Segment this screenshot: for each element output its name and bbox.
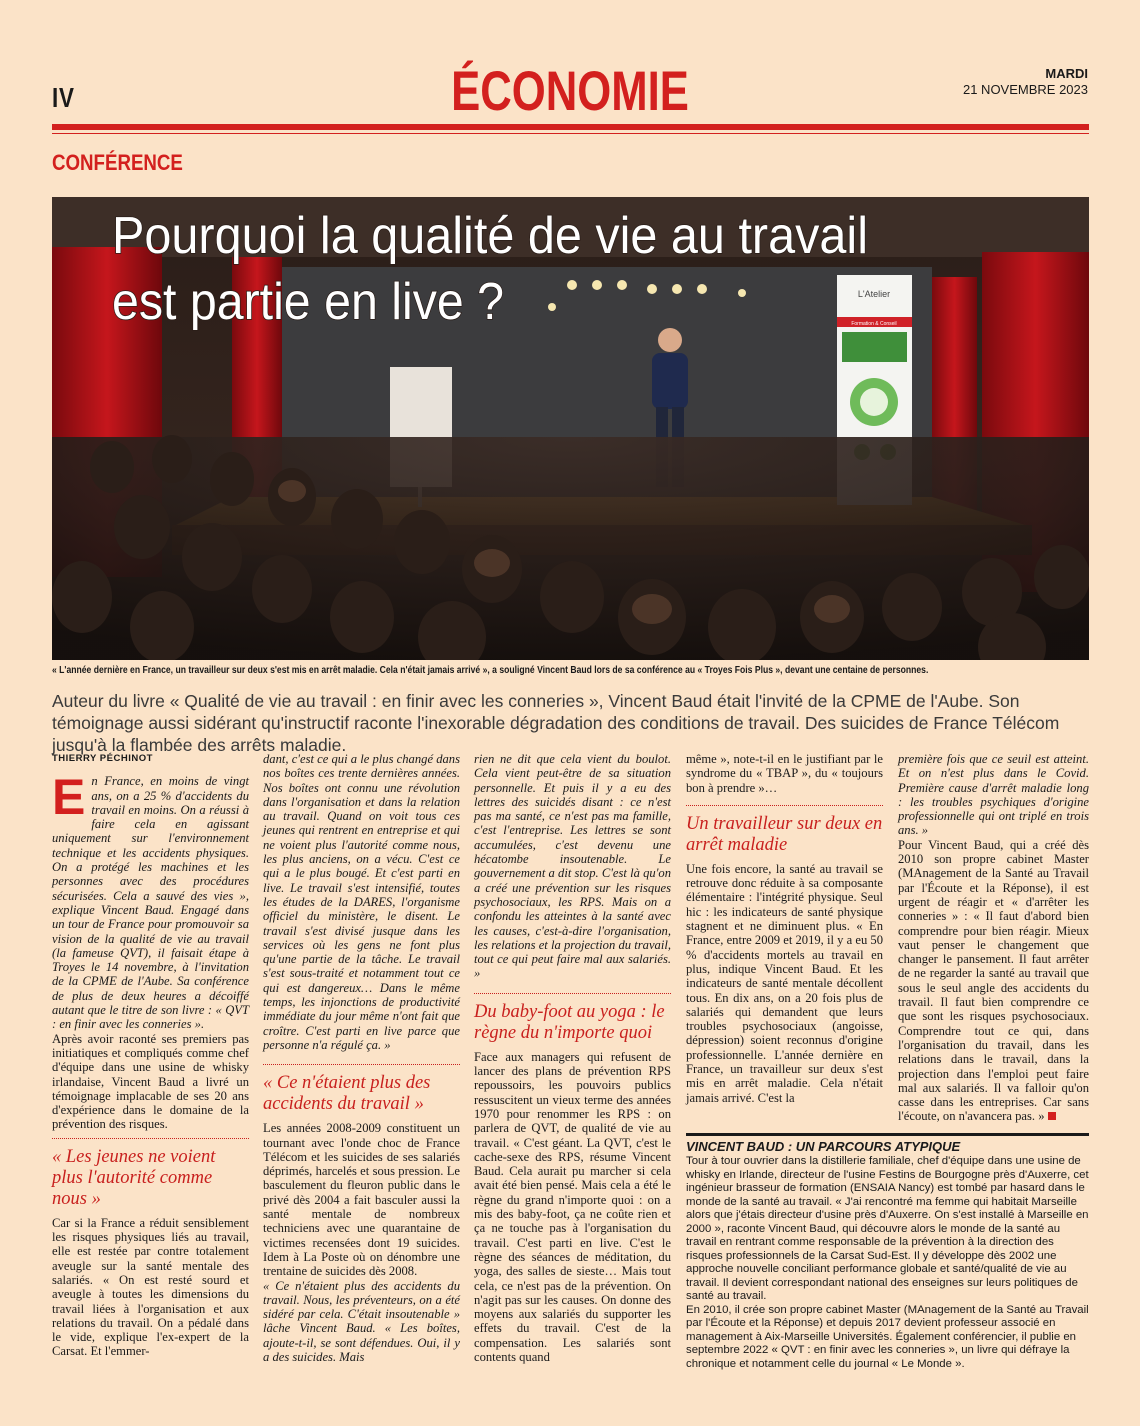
intertitle-2: « Ce n'étaient plus des accidents du travail » bbox=[263, 1064, 460, 1115]
col1-paragraph-1: n France, en moins de vingt ans, on a 25 % d'accidents du travail en moins. On a réussi à faire cela en agissant uniquement sur l'environnement technique et les accidents physiques. On a protégé les machines et les personnes avec des procédures sécurisées. Cela a sauvé des vies », explique Vincent Baud. Engagé dans un tour de France pour promouvoir sa vision de la qualité de vie au travail (la fameuse QVT), il faisait étape à Troyes le 14 novembre, à l'invitation de la CPME de l'Aube. Sa conférence de plus de deux heures a décoiffé autant que le titre de son livre : « QVT : en finir avec les conneries ». bbox=[52, 774, 249, 1032]
col1-paragraph-2: Après avoir raconté ses premiers pas initiatiques et compliqués comme chef d'équipe dans une usine de whisky irlandaise, Vincent Baud a livré un témoignage implacable de ses 20 ans d'expérience dans le domaine de la prévention des risques. bbox=[52, 1031, 249, 1132]
article-column-1 bbox=[52, 752, 249, 1359]
conference-scene-image bbox=[52, 197, 1089, 660]
col2-paragraph-1: dant, c'est ce qui a le plus changé dans nos boîtes ces trente dernières années. Nos boîtes ont connu une révolution dans l'organisation et dans la relation au travail. Quand on voit tous ces jeunes qui rentrent en entreprise et qui ne voient plus l'autorité comme nous, les plus anciens, on a vécu. C'est ce qui a le plus bougé. Et c'est parti en live. Le travail s'est intensifié, toutes les études de la DARES, l'organisme officiel du ministère, le disent. Le travail s'est divisé jusque dans les services où les gens ne font plus qu'une partie de la tâche. Le travail s'est sous-traité et notamment tout ce qui est dangereux… Dans le même temps, les injonctions de productivité immédiate du jour même n'ont fait que croître. C'est parti en live parce que personne n'a régulé ça. » bbox=[263, 752, 460, 1052]
col2-paragraph-3: « Ce n'étaient plus des accidents du travail. Nous, les préventeurs, on a été sidéré par cela. C'était insoutenable » lâche Vincent Baud. « Les boîtes, ajoute-t-il, se sont défendues. Oui, il y a des suicides. Mais bbox=[263, 1278, 460, 1364]
svg-text:Formation & Conseil: Formation & Conseil bbox=[851, 321, 897, 327]
issue-date bbox=[963, 66, 1088, 98]
byline: THIERRY PÉCHINOT bbox=[52, 753, 153, 764]
header-rule bbox=[52, 124, 1089, 130]
page-number: IV bbox=[52, 82, 75, 113]
col3-paragraph-1: rien ne dit que cela vient du boulot. Cela vient peut-être de sa situation personnelle. Et puis il y a eu des lettres des suicidés disant : ce n'est pas ma santé, ce n'est pas ma famille, c'est l'entreprise. Les lettres se sont accumulées, c'est devenu une hécatombe insoutenable. Le gouvernement a dit stop. C'est là qu'on a créé une prévention sur les risques psychosociaux, les RPS. Mais on a confondu les atteintes à la santé avec les causes, c'est-à-dire l'organisation, les relations et la projection du travail, tout ce qui peut faire mal aux salariés. » bbox=[474, 752, 671, 981]
biography-paragraph-1: Tour à tour ouvrier dans la distillerie familiale, chef d'équipe dans une usine de whisky en Irlande, directeur de l'usine Festins de Bourgogne près d'Auxerre, cet ingénieur brasseur de formation (ENSAIA Nancy) est tombé par hasard dans le monde de la santé au travail. « J'ai rencontré ma femme qui habitait Marseille alors que j'étais directeur d'usine près d'Auxerre. On s'est installé à Marseille en 2000 », raconte Vincent Baud, qui découvre alors le monde de la santé au travail en rentrant comme responsable de la prévention à la direction des risques professionnels de la Carsat Sud-Est. Il y développe dès 2002 une approche nouvelle conciliant performance globale et santé/qualité de vie au travail. Il devient correspondant national des enseignes sur leurs politiques de santé au travail. bbox=[686, 1155, 1089, 1302]
intertitle-3: Du baby-foot au yoga : le règne du n'importe quoi bbox=[474, 993, 671, 1044]
col4-paragraph-1: même », note-t-il en le justifiant par le syndrome du « TBAP », du « toujours bon à prendre »… bbox=[686, 752, 883, 795]
col5-paragraph-1: première fois que ce seuil est atteint. Et on n'est plus dans le Covid. Première cause d'arrêt maladie long : les troubles psychiques d'origine professionnelle qui ont triplé en trois ans. » bbox=[898, 752, 1089, 838]
article-column-2 bbox=[263, 752, 460, 1364]
biography-paragraph-2: En 2010, il crée son propre cabinet Master (MAnagement de la Santé au Travail par l'Écoute et la Réponse) et depuis 2017 devient professeur associé en management à Aix-Marseille Universités. Également conférencier, il publie en septembre 2022 « QVT : en finir avec les conneries », un livre qui défraye la chronique et notamment celle du journal « Le Monde ». bbox=[686, 1303, 1089, 1370]
conference-photo bbox=[52, 197, 1089, 660]
col1-paragraph-3: Car si la France a réduit sensiblement les risques physiques liés au travail, elle est restée par contre totalement aveugle sur la santé mentale des salariés. « On est resté sourd et aveugle à toutes les dimensions du travail liées à l'organisation et aux relations du travail. On a pédalé dans le vide, explique l'ex-expert de la Carsat. Et l'emmer- bbox=[52, 1215, 249, 1359]
article-column-5 bbox=[898, 752, 1089, 1124]
biography-box bbox=[686, 1133, 1089, 1371]
end-of-article-mark bbox=[1048, 1112, 1056, 1120]
headline-line-1: Pourquoi la qualité de vie au travail bbox=[112, 207, 868, 265]
svg-text:L'Atelier: L'Atelier bbox=[857, 289, 891, 299]
article-column-3 bbox=[474, 752, 671, 1364]
issue-date-text: 21 NOVEMBRE 2023 bbox=[962, 82, 1088, 97]
photo-caption: « L'année dernière en France, un travailleur sur deux s'est mis en arrêt maladie. Cela n'était jamais arrivé », a souligné Vincent Baud lors de sa conférence au « Troyes Fois Plus », devant une centaine de personnes. bbox=[52, 665, 929, 676]
col5-paragraph-2: Pour Vincent Baud, qui a créé dès 2010 son propre cabinet Master (MAnagement de la Santé au Travail par l'Écoute et la Réponse), il est urgent de réagir et « d'arrêter les conneries » : « Il faut d'abord bien comprendre pour bien réagir. Mieux vaut penser le changement que changer le pansement. Il faut arrêter de ne regarder la santé au travail que sous le seul angle des accidents du travail. Il faut bien comprendre ce que sont les risques psychosociaux. Comprendre tout ce qui, dans l'organisation du travail, dans les relations dans le travail, dans la projection dans l'emploi peut faire mal aux salariés. Il va falloir qu'on casse dans les entreprises. Car sans l'écoute, on n'avancera pas. » bbox=[898, 837, 1089, 1124]
header-rule-thin bbox=[52, 133, 1089, 134]
col4-paragraph-2: Une fois encore, la santé au travail se retrouve donc réduite à sa composante élémentaire : l'intégrité physique. Seul hic : les indicateurs de santé physique stagnent et ne diminuent plus. « En France, entre 2009 et 2019, il y a eu 50 % d'accidents mortels au travail en plus, indique Vincent Baud. Et les indicateurs de santé mentale décollent tous. En dix ans, on a 20 fois plus de salariés qui demandent que leurs troubles psychosociaux (angoisse, dépression) soient reconnus d'origine professionnelle. L'année dernière en France, un travailleur sur deux s'est mis en arrêt maladie. Cela n'était jamais arrivé. C'est la bbox=[686, 861, 883, 1105]
article-lead: Auteur du livre « Qualité de vie au travail : en finir avec les conneries », Vincent Baud était l'invité de la CPME de l'Aube. Son témoignage aussi sidérant qu'instructif raconte l'inexorable dégradation des conditions de travail. Des suicides de France Télécom jusqu'à la flambée des arrêts maladie. bbox=[52, 691, 1060, 755]
intertitle-1: « Les jeunes ne voient plus l'autorité comme nous » bbox=[52, 1138, 249, 1210]
issue-day: MARDI bbox=[1045, 66, 1088, 81]
dropcap: E bbox=[52, 769, 86, 826]
section-title: ÉCONOMIE bbox=[451, 59, 689, 122]
col2-paragraph-2: Les années 2008-2009 constituent un tournant avec l'onde choc de France Télécom et les suicides de ses salariés déprimés, harcelés et sous pression. Le basculement du fleuron public dans le privé dès 2004 a fait basculer aussi la santé mentale de nombreux techniciens avec une quarantaine de victimes recensées dont 19 suicides. Idem à La Poste où on dénombre une trentaine de suicides dès 2008. bbox=[263, 1121, 460, 1279]
intertitle-4: Un travailleur sur deux en arrêt maladie bbox=[686, 805, 883, 856]
col3-paragraph-2: Face aux managers qui refusent de lancer des plans de prévention RPS repoussoirs, les pouvoirs publics ressuscitent un vieux terme des années 1970 pour renommer les RPS : on parlera de QVT, de qualité de vie au travail. « C'est géant. La QVT, c'est le cache-sexe des RPS, résume Vincent Baud. Cela aurait pu marcher si cela avait été bien pensé. Mais cela a été le règne du grand n'importe quoi : on a mis des baby-foot, ça ne coûte rien et ça ne touche pas à l'organisation du travail. C'est parti en live. C'est le règne des séances de méditation, du yoga, des salles de sieste… Mais tout cela, ce n'est pas de la prévention. On n'agit pas sur les causes. On donne des moyens aux salariés du supporter les effets du travail. C'est de la compensation. Les salariés sont contents quand bbox=[474, 1049, 671, 1364]
headline-line-2: est partie en live ? bbox=[112, 273, 504, 331]
biography-title: VINCENT BAUD : UN PARCOURS ATYPIQUE bbox=[686, 1133, 1089, 1154]
article-column-4 bbox=[686, 752, 883, 1105]
kicker: CONFÉRENCE bbox=[52, 150, 183, 175]
